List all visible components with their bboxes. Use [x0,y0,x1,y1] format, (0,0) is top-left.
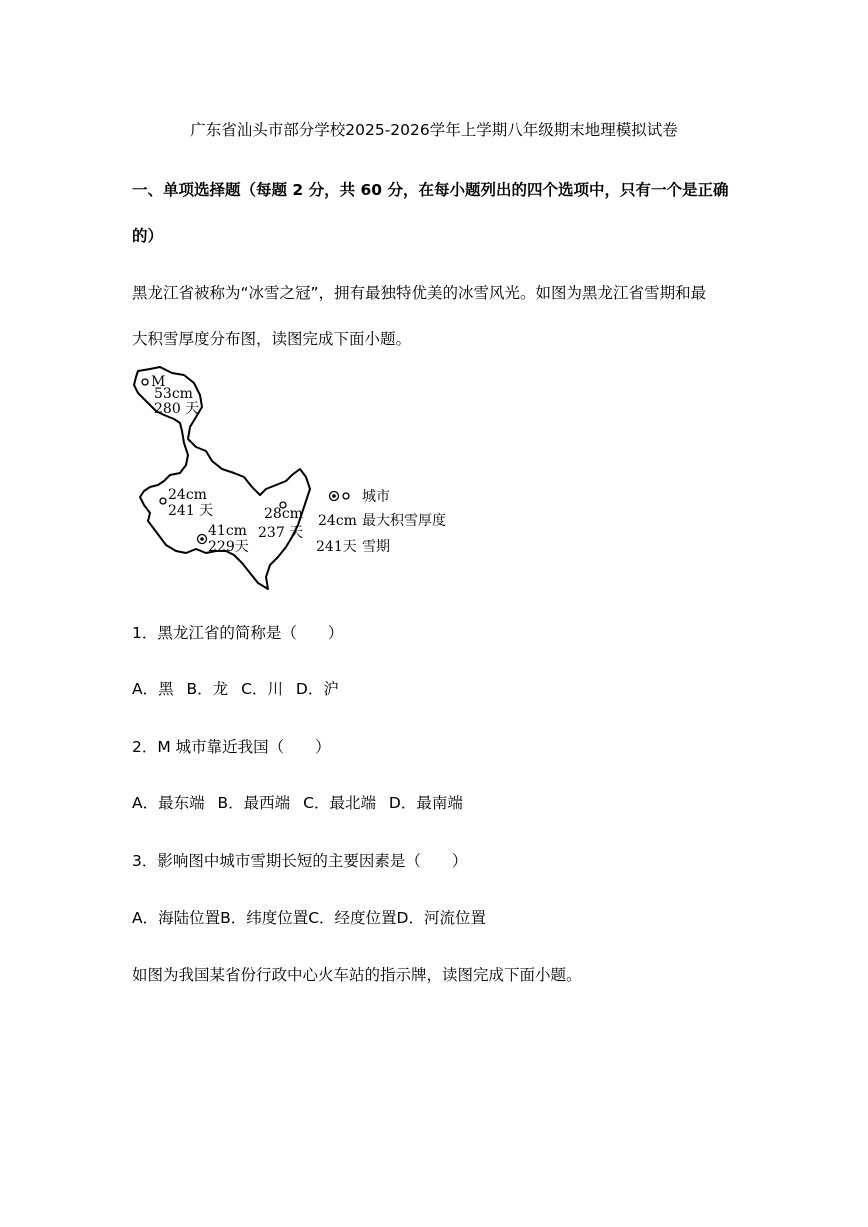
option-b[interactable]: B．最西端 [217,794,291,812]
option-b[interactable]: B．龙 [186,680,229,698]
option-c[interactable]: C．川 [241,680,283,698]
city-west-depth: 24cm [168,487,207,503]
intro2-text: 如图为我国某省份行政中心火车站的指示牌，读图完成下面小题。 [132,966,582,984]
city-east-days: 237 天 [258,525,304,541]
option-a[interactable]: A．黑 [132,680,174,698]
city-west-days: 241 天 [168,503,214,519]
city-m-depth: 53cm [154,386,193,402]
legend-depth-label: 最大积雪厚度 [362,513,446,529]
city-m-marker [142,379,148,385]
section-heading-line1: 一、单项选择题（每题 2 分，共 60 分，在每小题列出的四个选项中，只有一个是正确 [132,181,729,199]
heilongjiang-snow-map [130,365,460,597]
city-east-depth: 28cm [264,506,303,522]
section-heading-line2: 的） [132,227,164,245]
exam-title: 广东省汕头市部分学校2025-2026学年上学期八年级期末地理模拟试卷 [190,121,678,139]
legend-days-label: 雪期 [362,539,390,555]
intro1-line1: 黑龙江省被称为“冰雪之冠”，拥有最独特优美的冰雪风光。如图为黑龙江省雪期和最 [132,284,707,302]
question-2-options [132,791,471,813]
option-c[interactable]: C．最北端 [303,794,376,812]
legend-days-value: 241天 [316,539,357,555]
city-m-label: M [151,374,166,390]
legend-depth-value: 24cm [318,513,357,529]
question-3-options[interactable]: A．海陆位置B．纬度位置C．经度位置D．河流位置 [132,909,486,927]
legend-city-label: 城市 [362,489,390,505]
option-d[interactable]: D．沪 [295,680,339,698]
intro1-line2: 大积雪厚度分布图，读图完成下面小题。 [132,330,412,348]
city-capital-depth: 41cm [208,523,247,539]
city-m-days: 280 天 [154,401,200,417]
question-3-stem: 3．影响图中城市雪期长短的主要因素是（ ） [132,852,468,870]
city-capital-days: 229天 [208,539,249,555]
question-2-stem: 2．M 城市靠近我国（ ） [132,738,331,756]
question-1-stem: 1．黑龙江省的简称是（ ） [132,624,344,642]
legend-city-icon [343,493,349,499]
city-west-marker [160,498,166,504]
question-1-options [132,677,347,699]
option-a[interactable]: A．最东端 [132,794,205,812]
option-d[interactable]: D．最南端 [388,794,463,812]
